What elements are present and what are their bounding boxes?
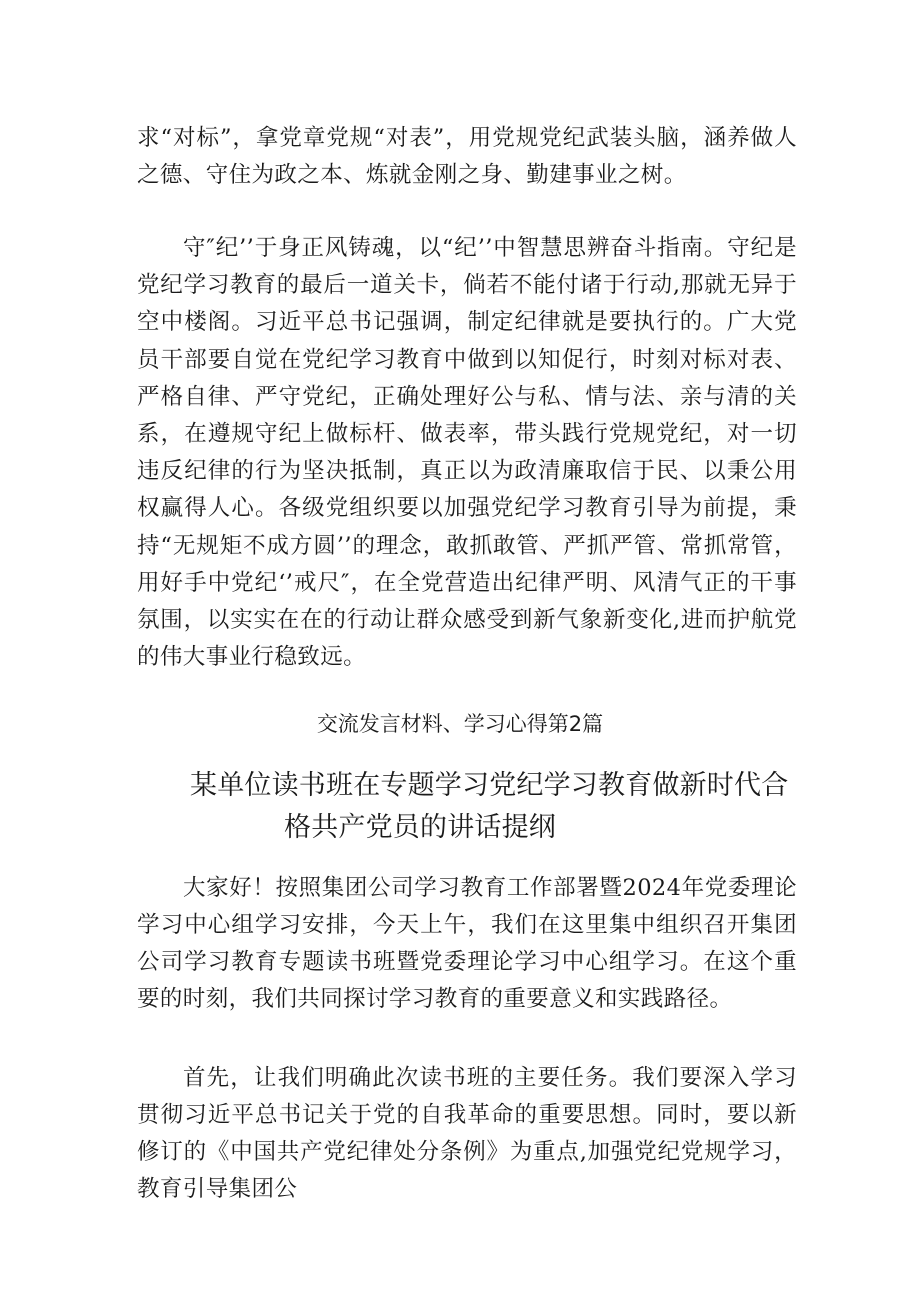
title-line: 格共产党员的讲话提纲 — [284, 812, 556, 843]
section-label: 交流发言材料、学习心得第2篇 — [316, 712, 604, 736]
body-paragraph: 求“对标”，拿党章党规“对表”，用党规党纪武装头脑，涵养做人之德、守住为政之本、炼就金刚之身、勤建事业之树。 — [137, 125, 797, 188]
body-paragraph: 大家好！按照集团公司学习教育工作部署暨2024年党委理论学习中心组学习安排，今天上午，我们在这里集中组织召开集团公司学习教育专题读书班暨党委理论学习中心组学习。在这个重要的时刻，我们共同探讨学习教育的重要意义和实践路径。 — [137, 875, 797, 1012]
title-line: 某单位读书班在专题学习党纪学习教育做新时代合 — [190, 770, 789, 801]
document-title — [190, 765, 810, 849]
body-paragraph: 首先，让我们明确此次读书班的主要任务。我们要深入学习贯彻习近平总书记关于党的自我革命的重要思想。同时，要以新修订的《中国共产党纪律处分条例》为重点,加强党纪党规学习，教育引导集团公 — [137, 1065, 797, 1202]
body-paragraph: 守″纪’’于身正风铸魂，以“纪’’中智慧思辨奋斗指南。守纪是党纪学习教育的最后一道关卡，倘若不能付诸于行动,那就无异于空中楼阁。习近平总书记强调，制定纪律就是要执行的。广大党员干部要自觉在党纪学习教育中做到以知促行，时刻对标对表、严格自律、严守党纪，正确处理好公与私、情与法、亲与清的关系，在遵规守纪上做标杆、做表率，带头践行党规党纪，对一切违反纪律的行为坚决抵制，真正以为政清廉取信于民、以秉公用权赢得人心。各级党组织要以加强党纪学习教育引导为前提，秉持“无规矩不成方圆’’的理念，敢抓敢管、严抓严管、常抓常管，用好手中党纪‘’戒尺″，在全党营造出纪律严明、风清气正的干事氛围，以实实在在的行动让群众感受到新气象新变化,进而护航党的伟大事业行稳致远。 — [137, 235, 797, 671]
